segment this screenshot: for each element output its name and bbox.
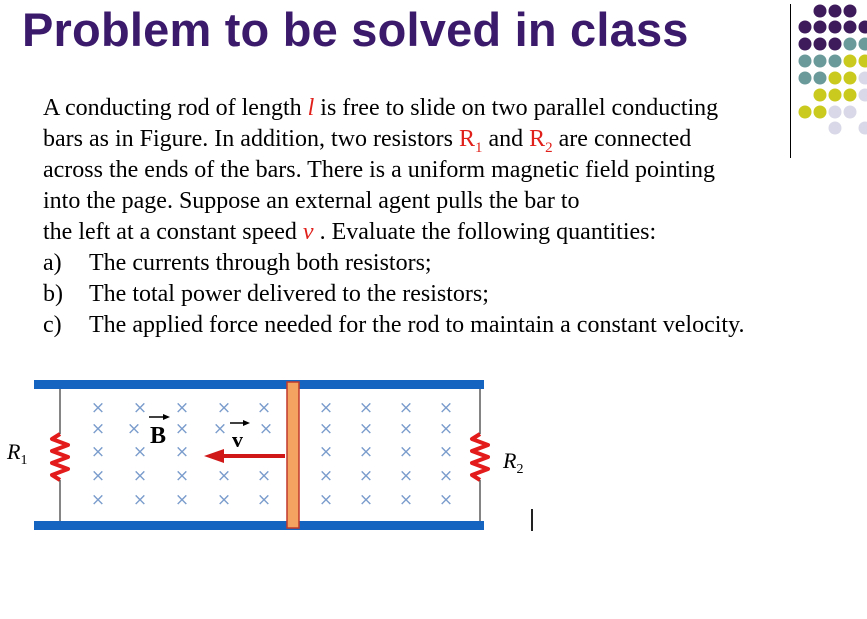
- decorative-dot: [814, 72, 827, 85]
- field-cross: ×: [174, 398, 190, 418]
- field-cross: ×: [90, 419, 106, 439]
- speed-variable: v: [302, 219, 314, 245]
- decorative-dot: [799, 21, 812, 34]
- decorative-dot: [799, 38, 812, 51]
- top-rail: [34, 380, 484, 389]
- field-cross: ×: [126, 419, 142, 439]
- decorative-dot: [814, 5, 827, 18]
- field-cross: ×: [438, 466, 454, 486]
- decorative-dot: [829, 5, 842, 18]
- field-cross: ×: [90, 490, 106, 510]
- field-cross: ×: [398, 419, 414, 439]
- field-cross: ×: [398, 398, 414, 418]
- field-cross: ×: [90, 466, 106, 486]
- problem-statement: [43, 93, 803, 341]
- field-cross: ×: [212, 419, 228, 439]
- decorative-dot: [829, 38, 842, 51]
- decorative-dot: [814, 89, 827, 102]
- decorative-dot: [859, 89, 867, 102]
- decorative-dot: [859, 122, 867, 135]
- field-cross: ×: [358, 398, 374, 418]
- decorative-dot: [829, 122, 842, 135]
- problem-line-4: into the page. Suppose an external agent pulls the bar to: [43, 188, 580, 214]
- decorative-dot: [829, 89, 842, 102]
- r2-label: $R_2$: [503, 448, 524, 477]
- field-cross: ×: [256, 466, 272, 486]
- field-cross: ×: [318, 419, 334, 439]
- field-cross: ×: [132, 466, 148, 486]
- field-cross: ×: [132, 490, 148, 510]
- decorative-dot: [799, 55, 812, 68]
- field-cross: ×: [174, 490, 190, 510]
- list-item-c: c) The applied force needed for the rod to maintain a constant velocity.: [43, 312, 745, 338]
- field-cross: ×: [358, 490, 374, 510]
- decorative-dot: [844, 55, 857, 68]
- resistor-r2-ref: $R_2$: [529, 126, 553, 156]
- circuit-figure: [0, 370, 560, 540]
- length-variable: l: [307, 95, 315, 121]
- decorative-dot: [844, 5, 857, 18]
- decorative-dot: [829, 21, 842, 34]
- decorative-dot: [829, 106, 842, 119]
- decorative-dot: [844, 72, 857, 85]
- field-cross: ×: [90, 442, 106, 462]
- field-cross: ×: [398, 466, 414, 486]
- field-cross: ×: [216, 398, 232, 418]
- field-cross: ×: [174, 466, 190, 486]
- field-label-b: B: [150, 423, 167, 449]
- decorative-dot: [829, 55, 842, 68]
- decorative-dot: [844, 89, 857, 102]
- field-cross: ×: [216, 466, 232, 486]
- field-cross: ×: [174, 442, 190, 462]
- list-item-b: b) The total power delivered to the resistors;: [43, 281, 489, 307]
- field-cross: ×: [132, 442, 148, 462]
- resistor-r2-zigzag: [472, 434, 488, 480]
- conducting-rod: [287, 382, 299, 528]
- field-cross: ×: [438, 442, 454, 462]
- field-cross: ×: [318, 398, 334, 418]
- decorative-dot: [814, 55, 827, 68]
- velocity-arrowhead: [204, 449, 224, 463]
- field-cross: ×: [358, 442, 374, 462]
- field-cross: ×: [90, 398, 106, 418]
- field-cross: ×: [258, 419, 274, 439]
- field-cross: ×: [216, 490, 232, 510]
- field-cross: ×: [398, 442, 414, 462]
- problem-line-3: across the ends of the bars. There is a uniform magnetic field pointing: [43, 157, 716, 183]
- field-cross: ×: [256, 490, 272, 510]
- problem-line-1: A conducting rod of length l is free to slide on two parallel conducting: [43, 95, 719, 121]
- list-item-a: a) The currents through both resistors;: [43, 250, 432, 276]
- decorative-dot: [814, 106, 827, 119]
- decorative-dot: [859, 55, 867, 68]
- problem-line-5: the left at a constant speed v . Evaluate the following quantities:: [43, 219, 657, 245]
- field-cross: ×: [438, 419, 454, 439]
- field-cross: ×: [318, 442, 334, 462]
- velocity-label-v: v: [232, 427, 243, 452]
- decorative-dot: [814, 38, 827, 51]
- decorative-dot: [814, 21, 827, 34]
- field-cross: ×: [358, 419, 374, 439]
- decorative-dot: [844, 38, 857, 51]
- decorative-dot: [844, 21, 857, 34]
- field-cross: ×: [132, 398, 148, 418]
- field-cross: ×: [438, 398, 454, 418]
- bottom-rail: [34, 521, 484, 530]
- field-cross: ×: [398, 490, 414, 510]
- text-cursor: [531, 509, 533, 531]
- decorative-dot: [859, 21, 867, 34]
- field-cross: ×: [256, 398, 272, 418]
- field-cross: ×: [438, 490, 454, 510]
- r1-label: $R_1$: [7, 439, 28, 468]
- decorative-dot: [829, 72, 842, 85]
- decorative-dot: [859, 38, 867, 51]
- field-cross: ×: [318, 466, 334, 486]
- field-cross: ×: [174, 419, 190, 439]
- field-cross: ×: [358, 466, 374, 486]
- resistor-r1-ref: $R_1$: [458, 126, 483, 156]
- decorative-dot: [799, 72, 812, 85]
- resistor-r1-zigzag: [52, 434, 68, 480]
- decorative-dot: [859, 72, 867, 85]
- field-cross: ×: [318, 490, 334, 510]
- slide-title: Problem to be solved in class: [22, 3, 689, 56]
- decorative-dot: [844, 106, 857, 119]
- problem-line-2: bars as in Figure. In addition, two resistors $R_1$ and $R_2$ are connected: [43, 126, 692, 156]
